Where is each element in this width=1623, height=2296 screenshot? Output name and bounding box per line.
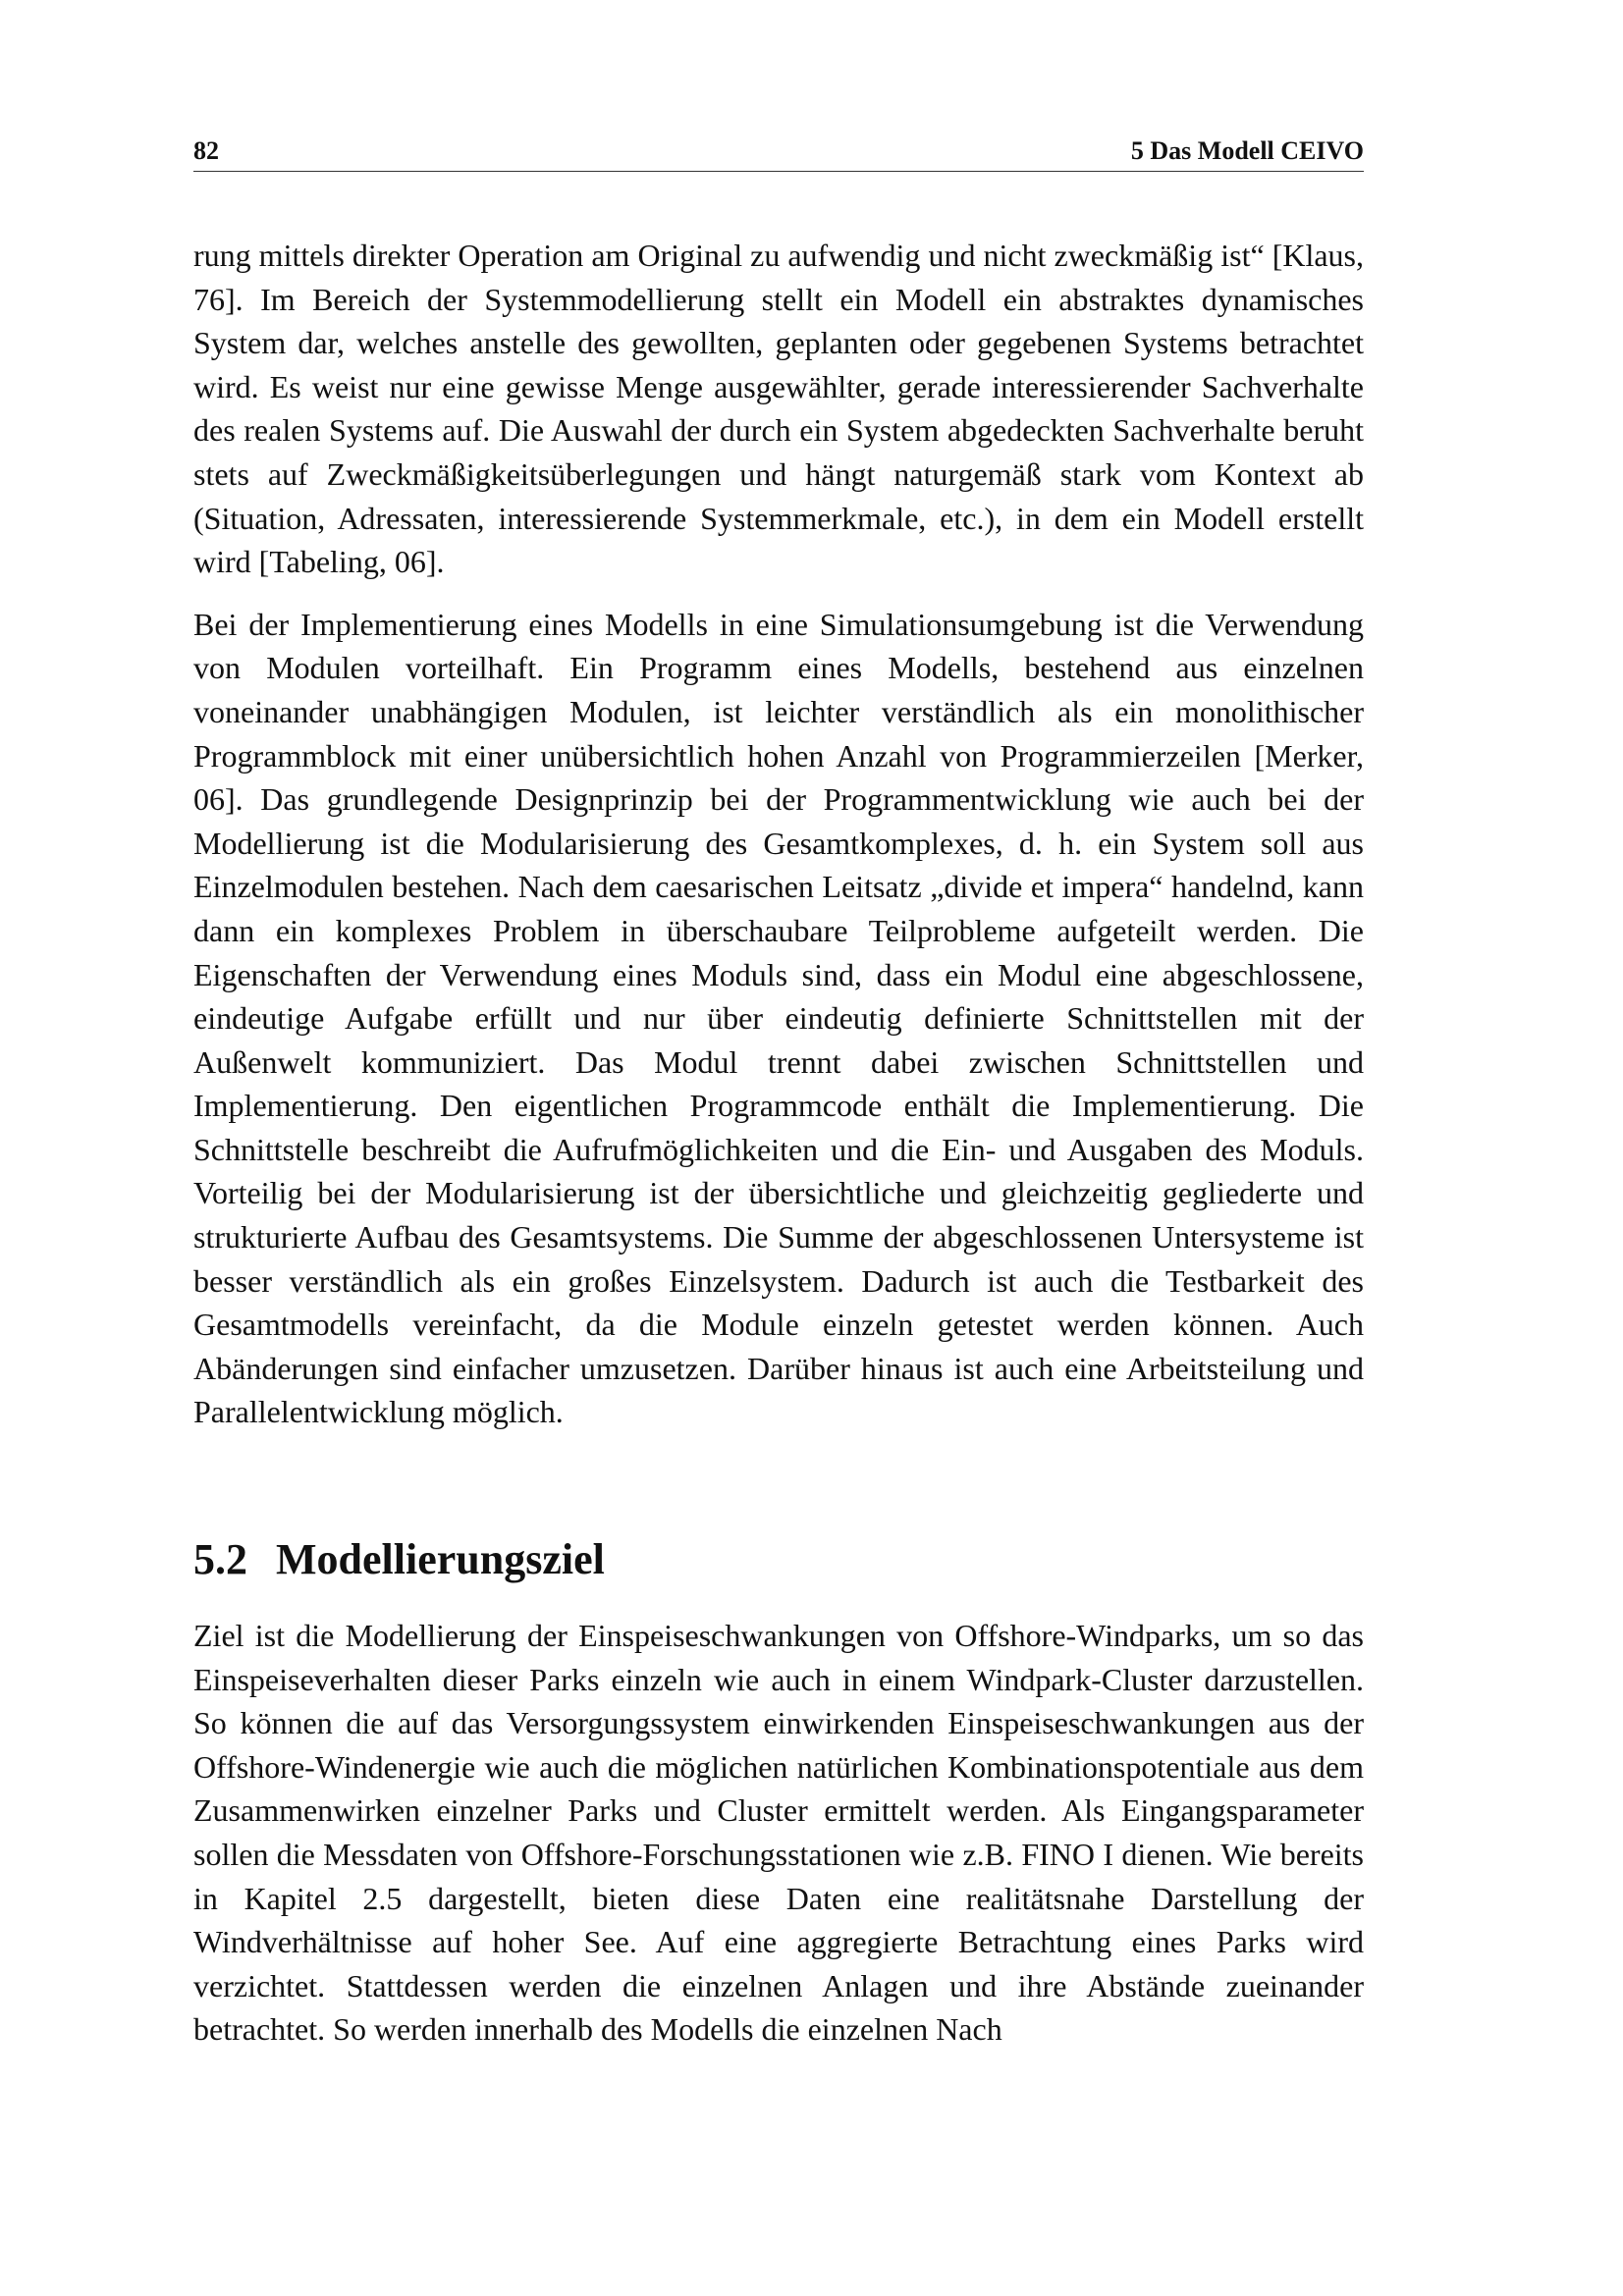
section-heading [193, 1533, 1364, 1586]
paragraph-continuation: rung mittels direkter Operation am Original zu aufwendig und nicht zweckmäßig ist“ [Klaus, 76]. Im Bereich der Systemmodellierung stellt ein Modell ein abstraktes dynamisches System dar, welches anstelle des gewollten, geplanten oder gegebenen Systems betrachtet wird. Es weist nur eine gewisse Menge ausgewählter, gerade interessierender Sachverhalte des realen Systems auf. Die Auswahl der durch ein System abgedeckten Sachverhalte beruht stets auf Zweckmäßigkeitsüberlegungen und hängt naturgemäß stark vom Kontext ab (Situation, Adressaten, interessierende Systemmerkmale, etc.), in dem ein Modell erstellt wird [Tabeling, 06]. [193, 238, 1364, 580]
section-title: Modellierungsziel [276, 1535, 605, 1584]
paragraph-modeling-goal: Ziel ist die Modellierung der Einspeiseschwankungen von Offshore-Windparks, um so das Einspeiseverhalten dieser Parks einzeln wie auch in einem Windpark-Cluster darzustellen. So können die auf das Versorgungssystem einwirkenden Einspeiseschwankungen aus der Offshore-Windenergie wie auch die möglichen natürlichen Kombinationspotentiale aus dem Zusammenwirken einzelner Parks und Cluster ermittelt werden. Als Eingangsparameter sollen die Messdaten von Offshore-Forschungsstationen wie z.B. FINO I dienen. Wie bereits in Kapitel 2.5 dargestellt, bieten diese Daten eine realitätsnahe Darstellung der Windverhältnisse auf hoher See. Auf eine aggregierte Betrachtung eines Parks wird verzichtet. Stattdessen werden die einzelnen Anlagen und ihre Abstände zueinander betrachtet. So werden innerhalb des Modells die einzelnen Nach [193, 1618, 1364, 2048]
chapter-title: 5 Das Modell CEIVO [1130, 136, 1364, 165]
section-number: 5.2 [193, 1535, 247, 1584]
page-number: 82 [193, 136, 219, 165]
body-text [193, 234, 1364, 2052]
paragraph-modularization: Bei der Implementierung eines Modells in eine Simulationsumgebung ist die Verwendung von Modulen vorteilhaft. Ein Programm eines Modells, bestehend aus einzelnen voneinander unabhängigen Modulen, ist leichter verständlich als ein monolithischer Programmblock mit einer unübersichtlich hohen Anzahl von Programmierzeilen [Merker, 06]. Das grundlegende Designprinzip bei der Programmentwicklung wie auch bei der Modellierung ist die Modularisierung des Gesamtkomplexes, d. h. ein System soll aus Einzelmodulen bestehen. Nach dem caesarischen Leitsatz „divide et impera“ handelnd, kann dann ein komplexes Problem in überschaubare Teilprobleme aufgeteilt werden. Die Eigenschaften der Verwendung eines Moduls sind, dass ein Modul eine abgeschlossene, eindeutige Aufgabe erfüllt und nur über eindeutig definierte Schnittstellen mit der Außenwelt kommuniziert. Das Modul trennt dabei zwischen Schnittstellen und Implementierung. Den eigentlichen Programmcode enthält die Implementierung. Die Schnittstelle beschreibt die Aufrufmöglichkeiten und die Ein- und Ausgaben des Moduls. Vorteilig bei der Modularisierung ist der übersichtliche und gleichzeitig gegliederte und strukturierte Aufbau des Gesamtsystems. Die Summe der abgeschlossenen Untersysteme ist besser verständlich als ein großes Einzelsystem. Dadurch ist auch die Testbarkeit des Gesamtmodells vereinfacht, da die Module einzeln getestet werden können. Auch Abänderungen sind einfacher umzusetzen. Darüber hinaus ist auch eine Arbeitsteilung und Parallelentwicklung möglich. [193, 606, 1364, 1430]
running-header [193, 135, 1364, 172]
